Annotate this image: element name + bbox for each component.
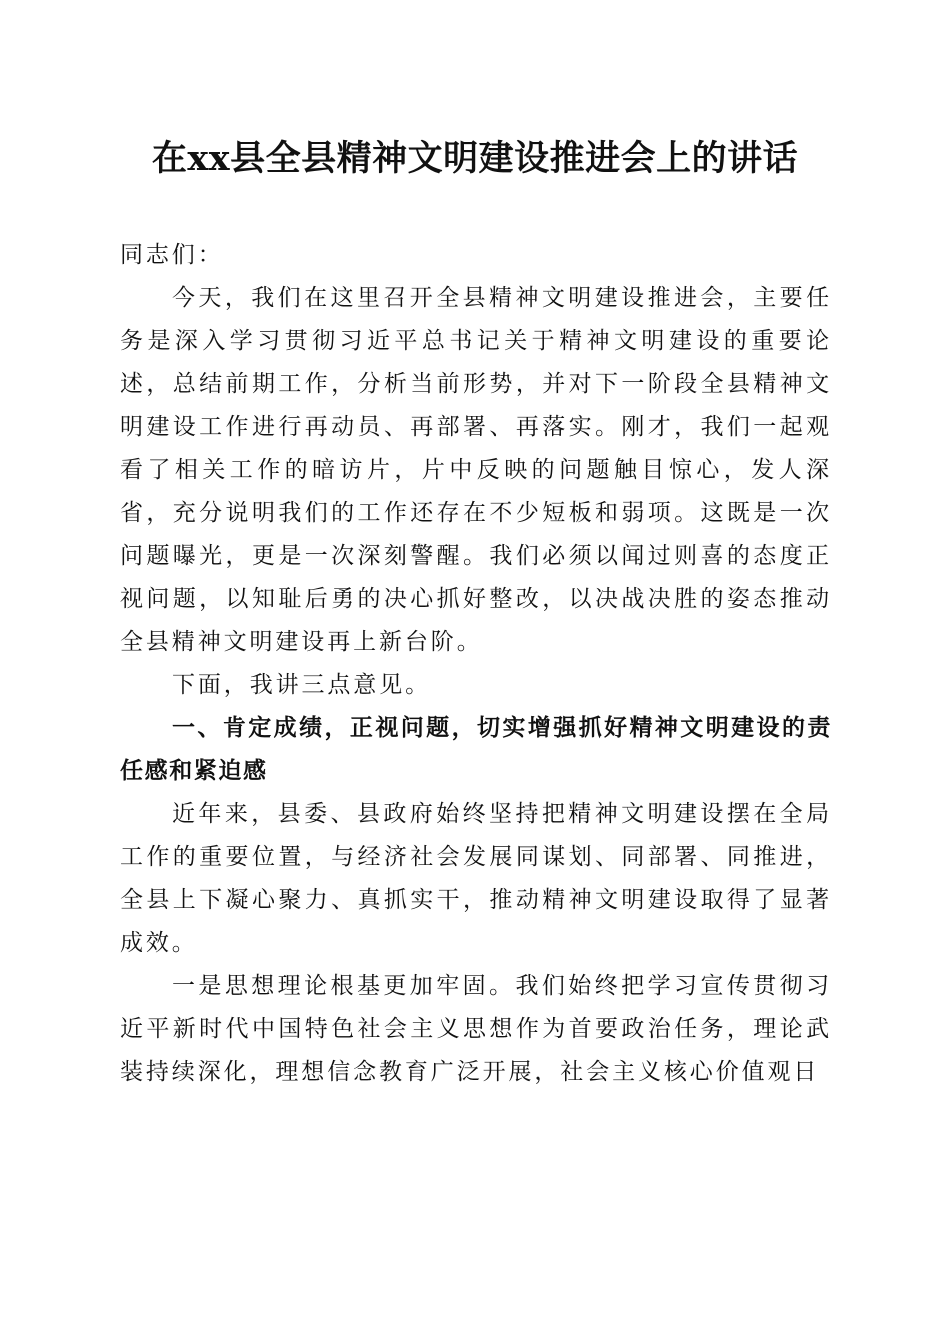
salutation: 同志们： — [120, 242, 224, 268]
transition-paragraph: 下面，我讲三点意见。 — [172, 672, 431, 698]
point-1-text: 我们始终把学习宣传贯彻习近平新时代中国特色社会主义思想作为首要政治任务，理论武装持续深化，理想信念教育广泛开展，社会主义核心价值观日 — [120, 973, 832, 1085]
opening-paragraph: 今天，我们在这里召开全县精神文明建设推进会，主要任务是深入学习贯彻习近平总书记关于精神文明建设的重要论述，总结前期工作，分析当前形势，并对下一阶段全县精神文明建设工作进行再动员、再部署、再落实。刚才，我们一起观看了相关工作的暗访片，片中反映的问题触目惊心，发人深省，充分说明我们的工作还存在不少短板和弱项。这既是一次问题曝光，更是一次深刻警醒。我们必须以闻过则喜的态度正视问题，以知耻后勇的决心抓好整改，以决战决胜的姿态推动全县精神文明建设再上新台阶。 — [120, 285, 832, 655]
document-body — [120, 234, 832, 1094]
point-1-paragraph — [120, 965, 832, 1094]
point-1-lead: 一是思想理论根基更加牢固。 — [172, 973, 516, 999]
section-1-paragraph: 近年来，县委、县政府始终坚持把精神文明建设摆在全局工作的重要位置，与经济社会发展同谋划、同部署、同推进，全县上下凝心聚力、真抓实干，推动精神文明建设取得了显著成效。 — [120, 801, 832, 956]
section-heading-1: 一、肯定成绩，正视问题，切实增强抓好精神文明建设的责任感和紧迫感 — [120, 715, 832, 784]
document-title: 在xx县全县精神文明建设推进会上的讲话 — [151, 138, 799, 179]
